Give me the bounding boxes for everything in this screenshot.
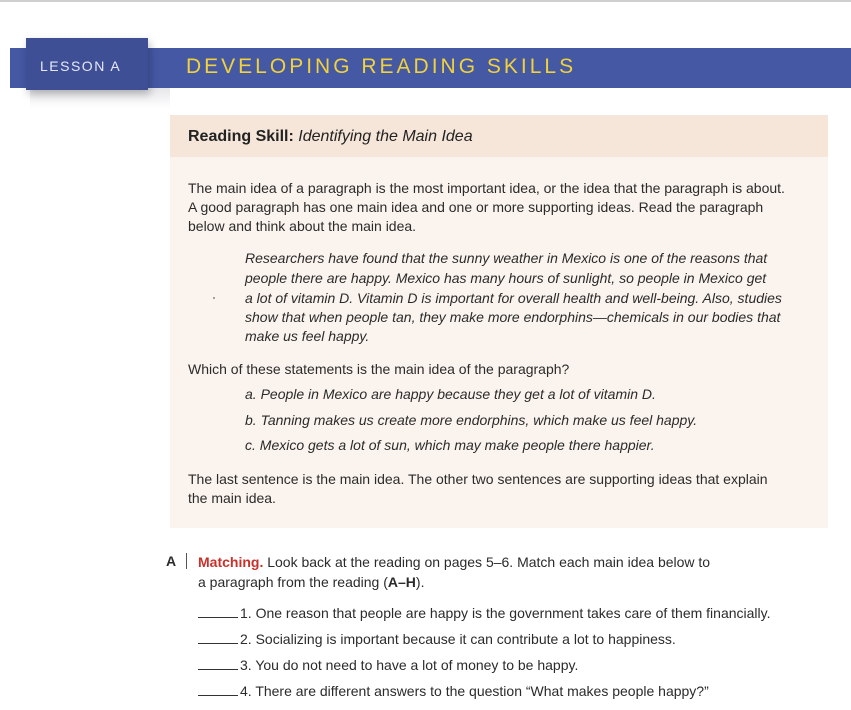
matching-item-4-text: 4. There are different answers to the question “What makes people happy?” bbox=[240, 683, 709, 699]
reading-skill-title bbox=[188, 128, 473, 146]
exercise-title: Matching. bbox=[198, 554, 264, 570]
exercise-instruction-line1: Look back at the reading on pages 5–6. Match each main idea below to bbox=[263, 554, 711, 570]
exercise-divider bbox=[186, 553, 187, 569]
matching-item-4 bbox=[198, 682, 709, 699]
matching-item-3 bbox=[198, 656, 578, 673]
exercise-letter: A bbox=[166, 553, 177, 569]
answer-blank-3[interactable] bbox=[198, 656, 238, 670]
answer-blank-2[interactable] bbox=[198, 630, 238, 644]
question-text: Which of these statements is the main idea of the paragraph? bbox=[188, 361, 570, 377]
margin-dot bbox=[213, 297, 215, 299]
reading-skill-title-italic: Identifying the Main Idea bbox=[298, 128, 473, 145]
intro-line-2: A good paragraph has one main idea and one or more supporting ideas. Read the paragraph bbox=[188, 199, 764, 215]
exercise-instruction-line2-suffix: ). bbox=[415, 574, 425, 590]
option-a: a. People in Mexico are happy because they get a lot of vitamin D. bbox=[245, 386, 656, 402]
quote-line-3: a lot of vitamin D. Vitamin D is important for overall health and well-being. Also, studies bbox=[245, 290, 782, 306]
matching-item-3-text: 3. You do not need to have a lot of money to be happy. bbox=[240, 657, 579, 673]
option-b: b. Tanning makes us create more endorphins, which make us feel happy. bbox=[245, 412, 698, 428]
reading-skill-title-bold: Reading Skill: bbox=[188, 128, 294, 145]
exercise-instructions bbox=[198, 552, 758, 592]
lesson-label: LESSON A bbox=[40, 58, 122, 74]
answer-blank-1[interactable] bbox=[198, 604, 238, 618]
quote-line-4: show that when people tan, they make more endorphins—chemicals in our bodies that bbox=[245, 309, 781, 325]
quote-line-5: make us feel happy. bbox=[245, 328, 370, 344]
matching-item-2 bbox=[198, 630, 676, 647]
quote-line-2: people there are happy. Mexico has many hours of sunlight, so people in Mexico get bbox=[245, 270, 767, 286]
matching-item-1 bbox=[198, 604, 771, 621]
answer-blank-4[interactable] bbox=[198, 682, 238, 696]
exercise-instruction-range: A–H bbox=[387, 574, 416, 590]
option-c: c. Mexico gets a lot of sun, which may make people there happier. bbox=[245, 437, 655, 453]
conclusion-line-1: The last sentence is the main idea. The other two sentences are supporting ideas that explain bbox=[188, 471, 768, 487]
intro-line-1: The main idea of a paragraph is the most important idea, or the idea that the paragraph is about. bbox=[188, 180, 785, 196]
matching-item-1-text: 1. One reason that people are happy is the government takes care of them financially. bbox=[240, 605, 771, 621]
section-title: DEVELOPING READING SKILLS bbox=[186, 55, 577, 78]
matching-item-2-text: 2. Socializing is important because it can contribute a lot to happiness. bbox=[240, 631, 676, 647]
quote-line-1: Researchers have found that the sunny weather in Mexico is one of the reasons that bbox=[245, 250, 768, 266]
intro-line-3: below and think about the main idea. bbox=[188, 218, 417, 234]
exercise-instruction-line2-prefix: a paragraph from the reading ( bbox=[198, 574, 388, 590]
conclusion-line-2: the main idea. bbox=[188, 490, 276, 506]
page-top-border bbox=[0, 0, 851, 2]
